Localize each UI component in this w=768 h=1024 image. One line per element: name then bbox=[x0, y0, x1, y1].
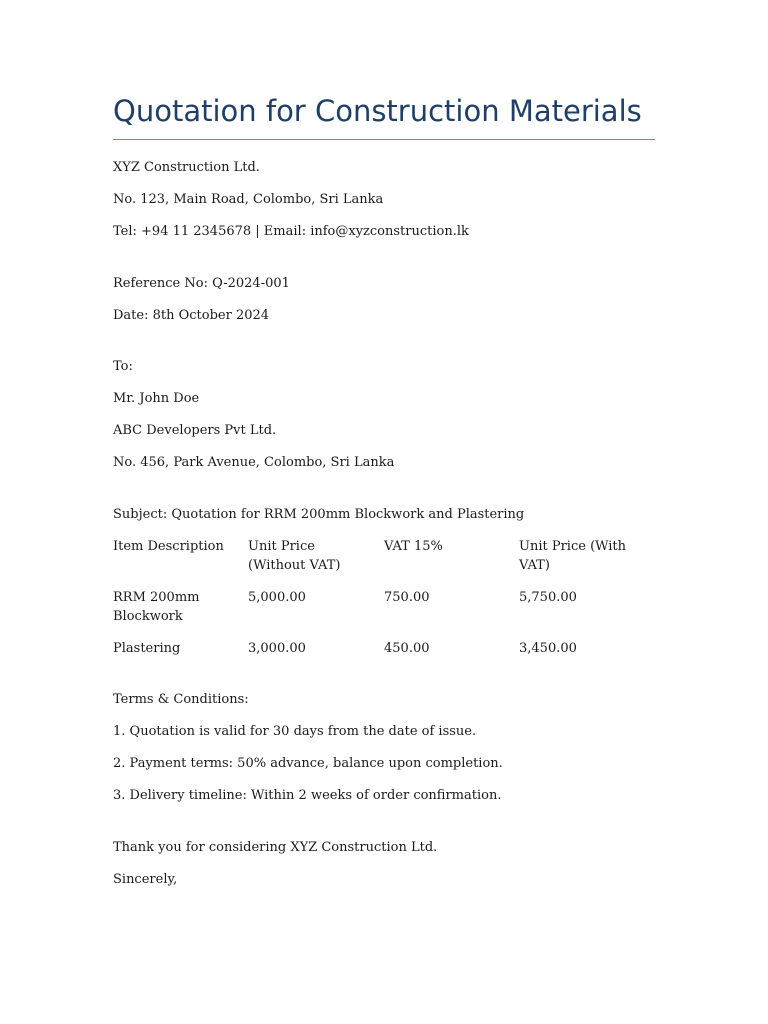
closing-thanks: Thank you for considering XYZ Construction Ltd. bbox=[113, 840, 438, 855]
recipient-name: Mr. John Doe bbox=[113, 391, 200, 406]
quotation-date: Date: 8th October 2024 bbox=[113, 308, 270, 323]
table-cell: 450.00 bbox=[384, 641, 430, 656]
terms-item: 2. Payment terms: 50% advance, balance upon completion. bbox=[113, 756, 503, 771]
table-header-cell: VAT 15% bbox=[384, 539, 443, 554]
closing-signoff: Sincerely, bbox=[113, 872, 178, 887]
recipient-company: ABC Developers Pvt Ltd. bbox=[113, 423, 277, 438]
terms-item: 1. Quotation is valid for 30 days from the date of issue. bbox=[113, 724, 477, 739]
table-cell: RRM 200mm Blockwork bbox=[113, 590, 200, 624]
table-cell: 3,000.00 bbox=[248, 641, 306, 656]
terms-heading: Terms & Conditions: bbox=[113, 692, 249, 707]
recipient-address: No. 456, Park Avenue, Colombo, Sri Lanka bbox=[113, 455, 395, 470]
subject-line: Subject: Quotation for RRM 200mm Blockwork and Plastering bbox=[113, 507, 525, 522]
table-header-cell: Unit Price (With VAT) bbox=[519, 539, 627, 573]
table-cell: 5,000.00 bbox=[248, 590, 306, 605]
terms-item: 3. Delivery timeline: Within 2 weeks of order confirmation. bbox=[113, 788, 502, 803]
recipient-to-label: To: bbox=[113, 359, 133, 374]
table-cell: 3,450.00 bbox=[519, 641, 577, 656]
company-contact: Tel: +94 11 2345678 | Email: info@xyzconstruction.lk bbox=[113, 224, 469, 239]
reference-number: Reference No: Q-2024-001 bbox=[113, 276, 290, 291]
table-cell: 5,750.00 bbox=[519, 590, 577, 605]
table-cell: Plastering bbox=[113, 641, 181, 656]
title-underline bbox=[113, 139, 655, 140]
table-cell: 750.00 bbox=[384, 590, 430, 605]
table-header-cell: Unit Price (Without VAT) bbox=[248, 539, 341, 573]
company-name: XYZ Construction Ltd. bbox=[113, 160, 260, 175]
company-address: No. 123, Main Road, Colombo, Sri Lanka bbox=[113, 192, 384, 207]
table-header-cell: Item Description bbox=[113, 539, 224, 554]
document-title: Quotation for Construction Materials bbox=[113, 94, 642, 128]
